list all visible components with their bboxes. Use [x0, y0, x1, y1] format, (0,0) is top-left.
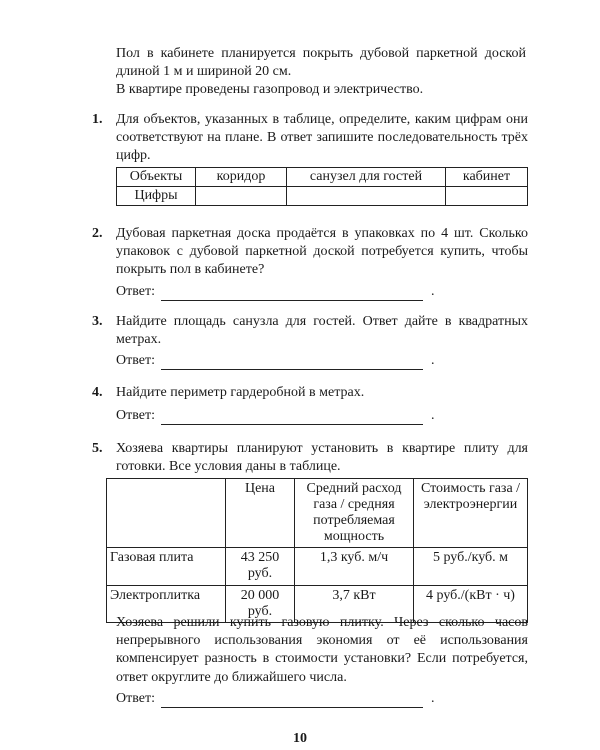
intro-line-1: Пол в кабинете планируется покрыть дубовой паркетной доской длиной 1 м и шириной 20 см. [116, 46, 526, 80]
answer-period: . [430, 408, 435, 423]
table-row [107, 548, 528, 585]
answer-period: . [430, 691, 435, 706]
task-4-text: Найдите периметр гардеробной в метрах. [116, 385, 365, 400]
table-cell: Объекты [117, 168, 196, 187]
task-2 [92, 225, 528, 280]
answer-cell[interactable] [287, 187, 446, 206]
task-1-text: Для объектов, указанных в таблице, определите, каким цифрам они соответствуют на плане. В ответ запишите последовательность трёх цифр. [116, 112, 528, 164]
task-5-number: 5. [92, 441, 103, 456]
table-cell: 3,7 кВт [295, 585, 414, 622]
answer-cell[interactable] [446, 187, 528, 206]
task-1-number: 1. [92, 112, 103, 127]
answer-period: . [430, 353, 435, 368]
answer-field[interactable] [161, 693, 423, 708]
table-cell: 5 руб./куб. м [414, 548, 528, 585]
task-5-text: Хозяева квартиры планируют установить в квартире плиту для готовки. Все условия даны в таблице. [116, 441, 528, 475]
answer-label: Ответ: [116, 691, 155, 706]
table-header-cell: Стоимость газа / электроэнергии [414, 479, 528, 548]
table-cell: кабинет [446, 168, 528, 187]
table-header-cell: Средний расход газа / средняя потребляемая мощность [295, 479, 414, 548]
page-number: 10 [293, 731, 307, 746]
answer-label: Ответ: [116, 408, 155, 423]
table-cell: 20 000 руб. [226, 585, 295, 622]
task-5-answer [116, 690, 434, 708]
task-4-number: 4. [92, 385, 103, 400]
table-cell: коридор [196, 168, 287, 187]
answer-field[interactable] [161, 410, 423, 425]
task-5 [92, 440, 528, 476]
table-cell: Газовая плита [107, 548, 226, 585]
task-3-answer [116, 352, 434, 370]
intro-line-2: В квартире проведены газопровод и электричество. [116, 82, 424, 98]
table-cell: 43 250 руб. [226, 548, 295, 585]
task-3-text: Найдите площадь санузла для гостей. Ответ дайте в квадратных метрах. [116, 314, 528, 348]
task-4 [92, 384, 528, 402]
table-cell: санузел для гостей [287, 168, 446, 187]
answer-label: Ответ: [116, 284, 155, 299]
answer-label: Ответ: [116, 353, 155, 368]
task-3-number: 3. [92, 314, 103, 329]
table-header-row [107, 479, 528, 548]
task-2-number: 2. [92, 226, 103, 241]
task-4-answer [116, 407, 434, 425]
task-2-answer [116, 283, 434, 301]
intro-text [116, 45, 526, 100]
answer-period: . [430, 284, 435, 299]
answer-field[interactable] [161, 286, 423, 301]
task-2-text: Дубовая паркетная доска продаётся в упаковках по 4 шт. Сколько упаковок с дубовой паркетной доской потребуется купить, чтобы покрыть пол в кабинете? [116, 226, 528, 278]
answer-cell[interactable] [196, 187, 287, 206]
table-row [117, 187, 528, 206]
task-5-question: Хозяева решили купить газовую плитку. Через сколько часов непрерывного использования экономия от её использования компенсирует разность в стоимости установки? Если потребуется, ответ округлите до ближайшего числа. [116, 615, 528, 685]
objects-table [116, 167, 528, 206]
table-cell: Цифры [117, 187, 196, 206]
task-5-question-block [92, 614, 528, 687]
stove-table [106, 478, 528, 623]
table-row [117, 168, 528, 187]
answer-field[interactable] [161, 355, 423, 370]
table-header-cell [107, 479, 226, 548]
table-cell: 4 руб./(кВт · ч) [414, 585, 528, 622]
task-1 [92, 111, 528, 166]
table-cell: 1,3 куб. м/ч [295, 548, 414, 585]
task-3 [92, 313, 528, 349]
table-header-cell: Цена [226, 479, 295, 548]
table-cell: Электроплитка [107, 585, 226, 622]
